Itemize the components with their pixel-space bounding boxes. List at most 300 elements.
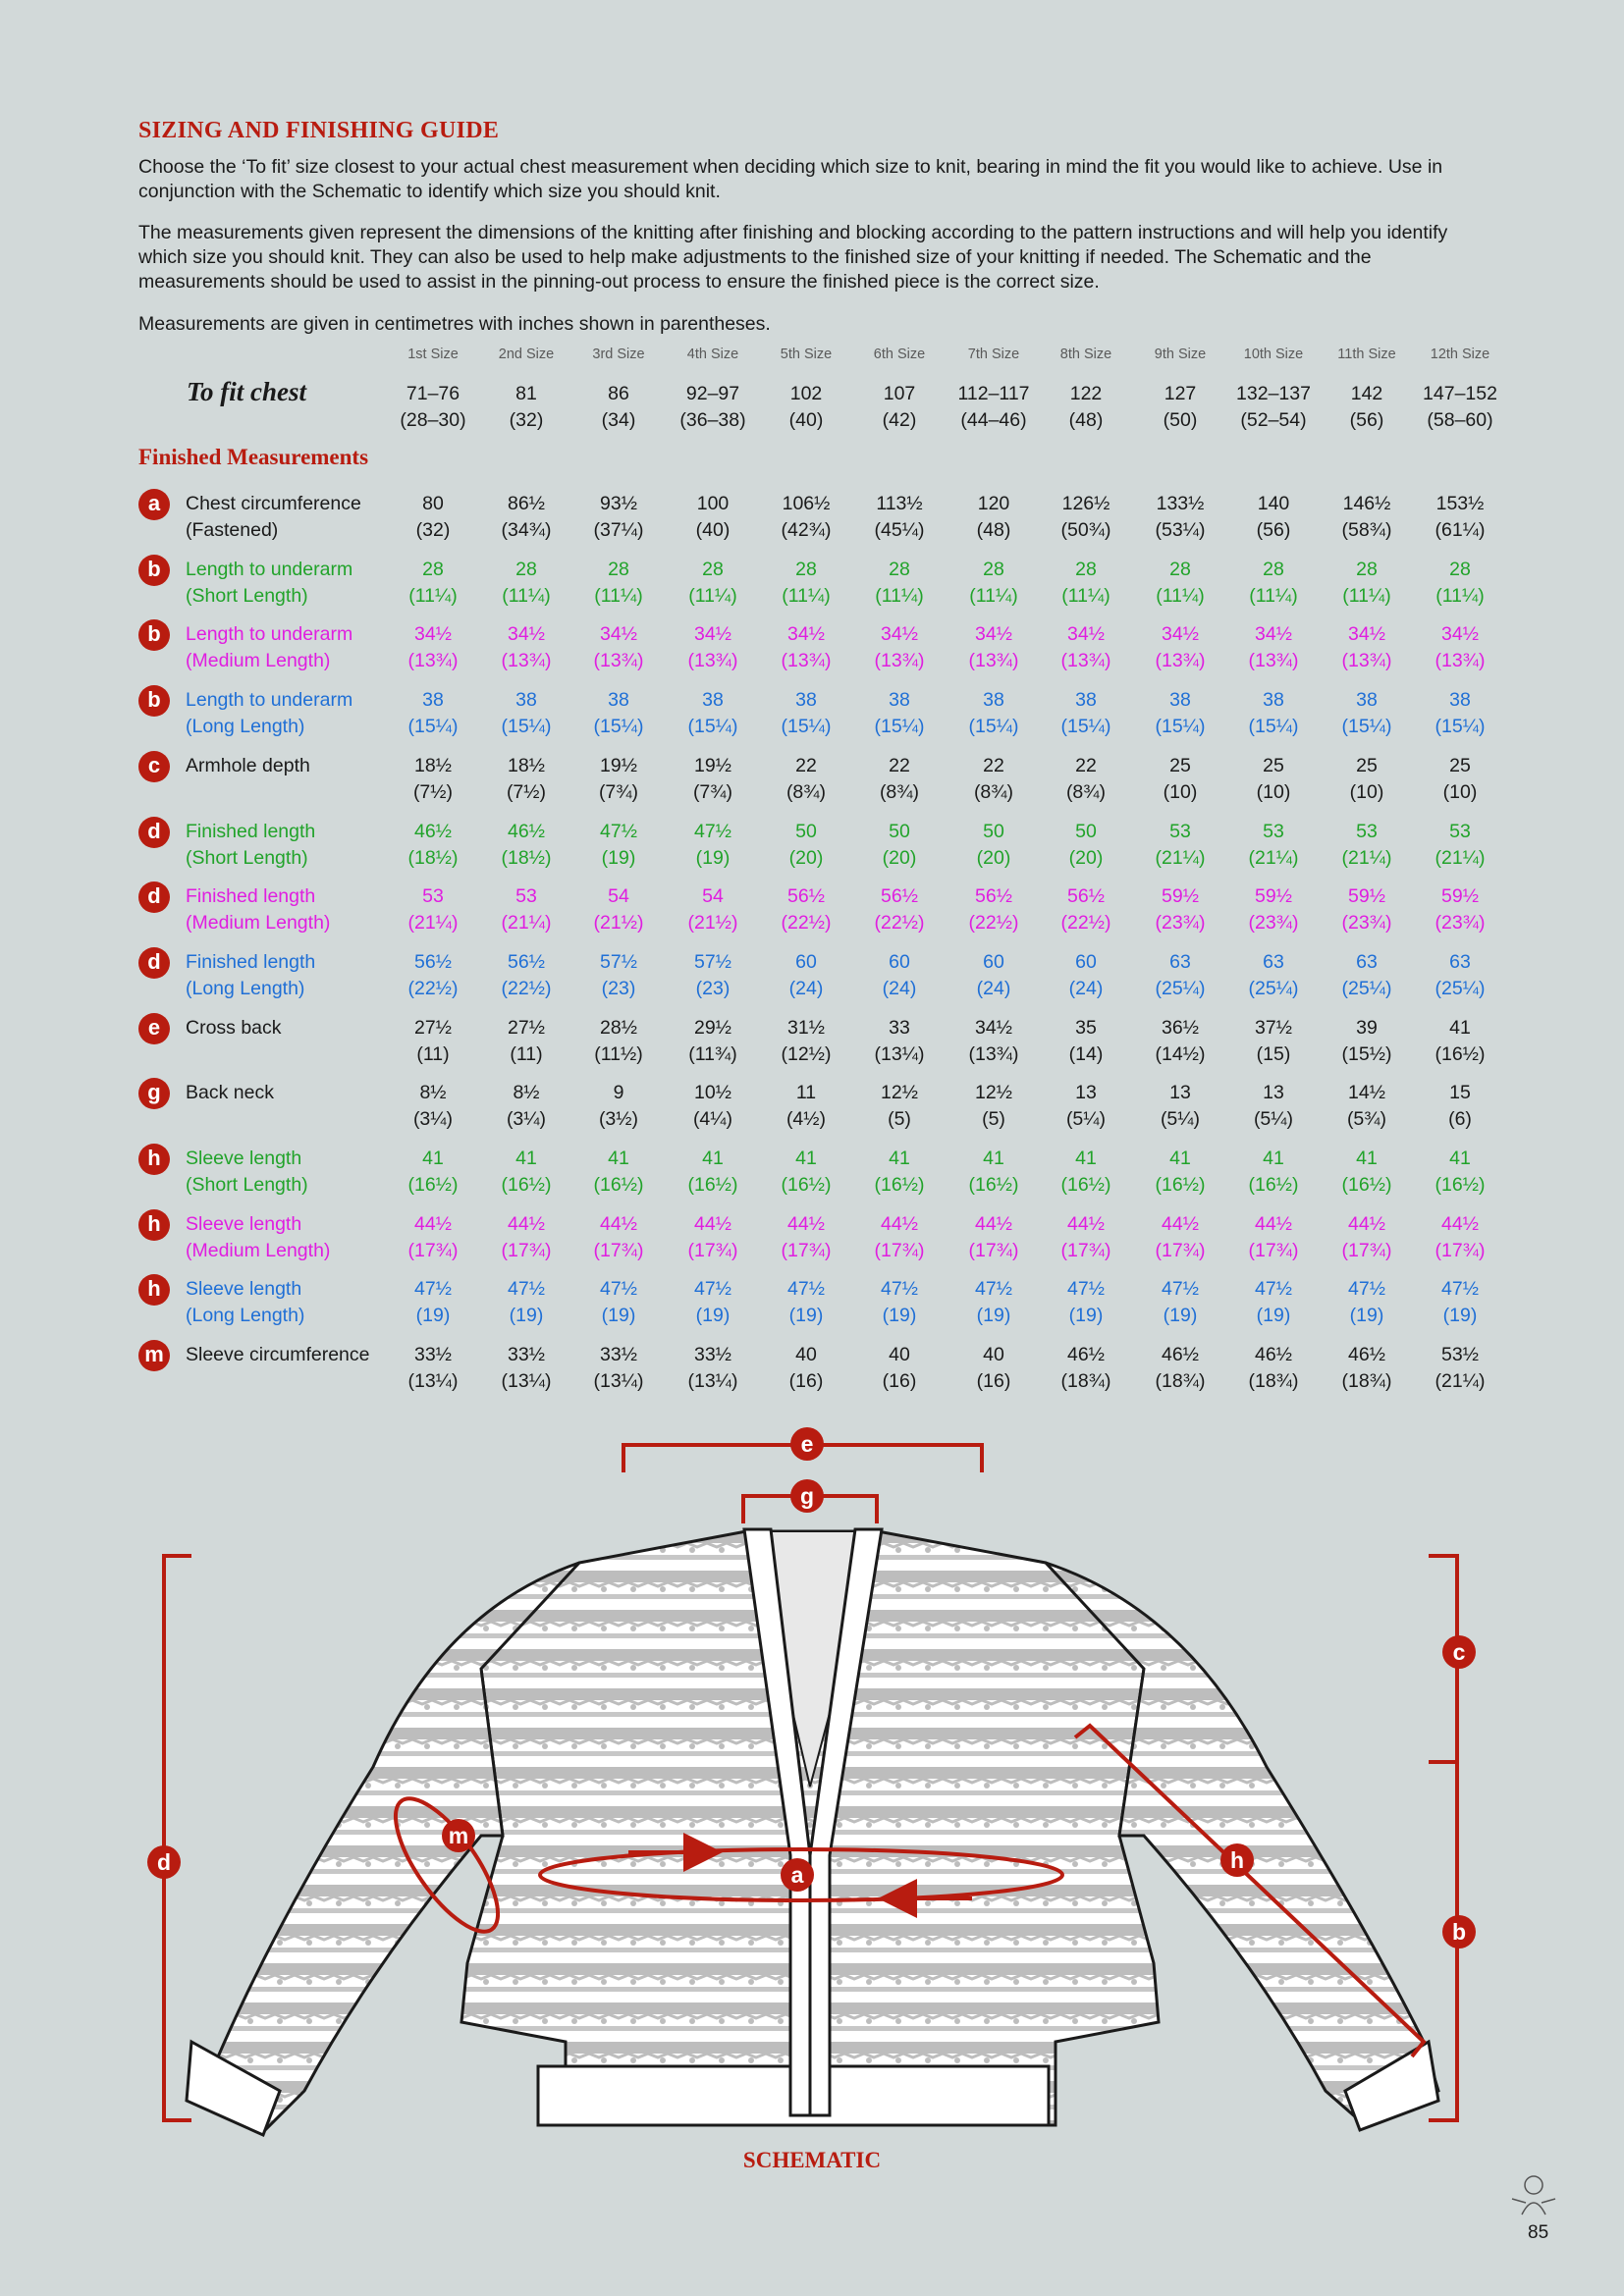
- armhole-and-underarm-measure: [1429, 1556, 1476, 2120]
- measure-in: (11¼): [594, 584, 643, 607]
- measure-cm: 25: [1169, 754, 1191, 776]
- measure-in: (17¾): [407, 1239, 459, 1261]
- measure-cm: 47½: [508, 1278, 545, 1301]
- measure-in: (11¼): [1249, 584, 1298, 607]
- measure-in: (13¾): [1341, 650, 1392, 672]
- measure-in: (24): [788, 977, 824, 999]
- measure-cm: 63: [1449, 950, 1471, 973]
- measure-cm: 113½: [876, 493, 923, 514]
- measure-in: (4½): [785, 1108, 827, 1131]
- measure-in: (16½): [781, 1174, 832, 1196]
- measure-cm: 8½: [513, 1082, 540, 1104]
- measure-cm: 41: [608, 1148, 629, 1169]
- measure-cm: 34½: [975, 1016, 1012, 1039]
- measure-cell: [379, 819, 487, 872]
- measure-in: (22½): [407, 977, 459, 999]
- measure-cm: 14½: [1348, 1082, 1385, 1104]
- measure-cell: [845, 687, 953, 740]
- measure-in: (19): [1256, 1305, 1291, 1327]
- measure-in: (18½): [501, 846, 552, 869]
- measure-letter-badge: d: [138, 881, 170, 913]
- schematic-caption: SCHEMATIC: [742, 2148, 882, 2172]
- measure-cm: 33½: [600, 1344, 637, 1366]
- measure-in: (19): [509, 1305, 544, 1327]
- measure-cm: 38: [1075, 689, 1097, 712]
- page-number: 85: [1528, 2222, 1549, 2243]
- measure-cm: 25: [1263, 754, 1284, 776]
- measure-cell: [752, 621, 860, 674]
- measure-cell: [1126, 1146, 1234, 1199]
- measure-label: [186, 1080, 411, 1106]
- measure-label: [186, 753, 411, 779]
- measure-cm: 27½: [414, 1016, 452, 1039]
- measure-cm: 44½: [600, 1212, 637, 1235]
- measure-cm: 46½: [1255, 1344, 1292, 1366]
- measure-letter-badge: b: [138, 685, 170, 717]
- measure-cell: [1406, 557, 1514, 610]
- size-header: 7th Size: [967, 347, 1020, 362]
- measure-cell: [1313, 819, 1421, 872]
- measure-cm: 41: [983, 1148, 1004, 1169]
- measure-cm: 140: [1257, 493, 1290, 514]
- measure-cell: [379, 687, 487, 740]
- measure-cell: [1126, 819, 1234, 872]
- measure-cell: [1219, 883, 1327, 936]
- measure-in: (5): [982, 1108, 1005, 1131]
- measure-cm: 34½: [1162, 623, 1199, 646]
- to-fit-in: (42): [882, 409, 917, 431]
- measure-cell: [1126, 753, 1234, 806]
- finished-length-measure: [147, 1556, 191, 2120]
- measure-in: (16½): [501, 1174, 552, 1196]
- measure-cell: [659, 557, 767, 610]
- measure-in: (7¾): [598, 780, 639, 803]
- measure-label-line1: Armhole depth: [186, 754, 310, 776]
- measure-in: (15¼): [593, 716, 644, 738]
- measure-cell: [659, 1276, 767, 1329]
- measure-in: (24): [882, 977, 917, 999]
- measure-cell: [1406, 687, 1514, 740]
- measure-cm: 28: [422, 558, 444, 580]
- measure-cell: [565, 621, 673, 674]
- measure-cell: [1032, 557, 1140, 610]
- measure-cm: 18½: [508, 754, 545, 776]
- measure-label-line2: (Medium Length): [186, 912, 331, 934]
- measure-cm: 50: [1075, 820, 1097, 842]
- measure-in: (18¾): [1060, 1370, 1111, 1393]
- measure-letter-badge: a: [138, 489, 170, 520]
- measure-in: (11¼): [408, 584, 458, 607]
- measure-in: (17¾): [687, 1239, 738, 1261]
- measure-in: (19): [976, 1305, 1011, 1327]
- measure-cm: 57½: [694, 950, 731, 973]
- measure-cm: 100: [696, 493, 730, 514]
- measure-cell: [752, 883, 860, 936]
- measure-in: (19): [788, 1305, 824, 1327]
- measure-label-line2: (Medium Length): [186, 1239, 331, 1261]
- measure-cm: 12½: [975, 1082, 1012, 1104]
- measure-cm: 28: [608, 558, 629, 580]
- measure-cm: 22: [889, 754, 910, 776]
- measure-cell: [1126, 949, 1234, 1002]
- measure-cm: 146½: [1342, 493, 1391, 514]
- measure-letter-badge: e: [138, 1013, 170, 1044]
- measure-in: (16½): [1435, 1042, 1486, 1065]
- marker-m: m: [448, 1823, 469, 1848]
- measure-label: [186, 883, 411, 936]
- measure-in: (16½): [1341, 1174, 1392, 1196]
- measure-in: (21¼): [1435, 1370, 1486, 1393]
- measure-letter-badge: g: [138, 1078, 170, 1109]
- measure-cell: [1313, 1276, 1421, 1329]
- measure-label: [186, 1015, 411, 1041]
- measure-in: (5¼): [1065, 1108, 1107, 1131]
- measure-cm: 40: [889, 1344, 910, 1366]
- measure-in: (21½): [593, 912, 644, 934]
- measure-in: (18½): [407, 846, 459, 869]
- measure-cell: [659, 753, 767, 806]
- measure-cm: 38: [422, 689, 444, 712]
- measure-cell: [1126, 687, 1234, 740]
- measure-cell: [565, 819, 673, 872]
- measure-cm: 41: [702, 1148, 724, 1169]
- to-fit-cm: 92–97: [685, 383, 740, 404]
- measure-cell: [565, 491, 673, 544]
- measure-cell: [1219, 557, 1327, 610]
- measure-cell: [565, 1146, 673, 1199]
- measure-cell: [1313, 621, 1421, 674]
- measure-in: (23): [695, 977, 731, 999]
- measure-cm: 47½: [1067, 1278, 1105, 1301]
- measure-cm: 44½: [508, 1212, 545, 1235]
- measure-in: (21¼): [1155, 846, 1206, 869]
- to-fit-cm: 127: [1164, 383, 1197, 404]
- measure-cell: [1406, 491, 1514, 544]
- measure-cm: 38: [889, 689, 910, 712]
- measure-in: (19): [1442, 1305, 1478, 1327]
- measure-letter-badge: d: [138, 817, 170, 848]
- measure-cm: 44½: [1441, 1212, 1479, 1235]
- measure-cm: 41: [1449, 1148, 1471, 1169]
- size-header: 1st Size: [407, 347, 459, 362]
- measure-in: (10): [1349, 780, 1384, 803]
- measure-in: (7¾): [692, 780, 733, 803]
- measure-in: (53¼): [1155, 519, 1206, 541]
- measure-cm: 106½: [782, 493, 831, 514]
- to-fit-value: [565, 381, 673, 434]
- measure-cell: [379, 949, 487, 1002]
- measure-cell: [1219, 1211, 1327, 1264]
- measure-cm: 40: [795, 1344, 817, 1366]
- measure-in: (13¾): [781, 650, 832, 672]
- measure-in: (11¼): [1342, 584, 1391, 607]
- measure-in: (5¼): [1160, 1108, 1201, 1131]
- measure-in: (8¾): [879, 780, 920, 803]
- measure-in: (16): [976, 1370, 1011, 1393]
- measure-in: (15¼): [501, 716, 552, 738]
- measure-cm: 41: [1449, 1016, 1471, 1039]
- measure-cm: 18½: [414, 754, 452, 776]
- measure-cell: [1032, 1211, 1140, 1264]
- measure-cm: 12½: [881, 1082, 918, 1104]
- measure-in: (13¾): [501, 650, 552, 672]
- measure-cell: [565, 687, 673, 740]
- measure-cell: [379, 1015, 487, 1068]
- measure-cell: [379, 621, 487, 674]
- measure-cell: [1219, 1342, 1327, 1395]
- measure-in: (13¼): [501, 1370, 552, 1393]
- measure-label-line1: Sleeve length: [186, 1148, 302, 1169]
- measure-in: (58¾): [1341, 519, 1392, 541]
- measure-cm: 60: [795, 950, 817, 973]
- measure-cell: [752, 819, 860, 872]
- measure-label-line1: Cross back: [186, 1016, 282, 1039]
- measure-in: (19): [415, 1305, 451, 1327]
- measure-cm: 33½: [694, 1344, 731, 1366]
- measure-cm: 41: [1075, 1148, 1097, 1169]
- measure-in: (13¼): [687, 1370, 738, 1393]
- measure-label: [186, 687, 411, 740]
- measure-cm: 40: [983, 1344, 1004, 1366]
- back-neck-measure: [743, 1479, 877, 1523]
- measure-label-line2: (Long Length): [186, 716, 305, 738]
- measure-cell: [752, 1146, 860, 1199]
- measure-cell: [379, 883, 487, 936]
- measure-cell: [1219, 753, 1327, 806]
- measure-cm: 47½: [1162, 1278, 1199, 1301]
- measure-in: (13¾): [968, 1042, 1019, 1065]
- measure-label-line1: Length to underarm: [186, 623, 353, 646]
- measure-in: (23¾): [1155, 912, 1206, 934]
- measure-in: (16½): [1060, 1174, 1111, 1196]
- measure-cell: [1406, 621, 1514, 674]
- measure-in: (42¾): [781, 519, 832, 541]
- measure-cm: 46½: [508, 820, 545, 842]
- size-header: 11th Size: [1337, 347, 1396, 362]
- measure-cm: 39: [1356, 1016, 1378, 1039]
- measure-in: (14): [1068, 1042, 1104, 1065]
- measure-cm: 38: [1449, 689, 1471, 712]
- measure-cell: [379, 1211, 487, 1264]
- measure-cell: [1032, 1276, 1140, 1329]
- measure-cm: 28: [1356, 558, 1378, 580]
- measure-cell: [565, 949, 673, 1002]
- to-fit-cm: 147–152: [1423, 383, 1497, 404]
- measure-cm: 38: [702, 689, 724, 712]
- measure-cm: 44½: [414, 1212, 452, 1235]
- measure-in: (13¾): [1155, 650, 1206, 672]
- measure-cell: [752, 491, 860, 544]
- measure-in: (15¼): [874, 716, 925, 738]
- measure-cm: 9: [613, 1082, 624, 1104]
- measure-cell: [845, 1080, 953, 1133]
- measure-in: (16½): [1248, 1174, 1299, 1196]
- measure-cm: 33: [889, 1016, 910, 1039]
- measure-cm: 57½: [600, 950, 637, 973]
- measure-cell: [1219, 687, 1327, 740]
- measure-cell: [845, 753, 953, 806]
- measure-cm: 34½: [1255, 623, 1292, 646]
- to-fit-value: [1313, 381, 1421, 434]
- measure-cell: [1219, 819, 1327, 872]
- measure-cell: [752, 1080, 860, 1133]
- measure-cell: [659, 1146, 767, 1199]
- measure-cell: [1313, 1146, 1421, 1199]
- measure-in: (5¾): [1346, 1108, 1387, 1131]
- measure-in: (23¾): [1435, 912, 1486, 934]
- measure-cm: 47½: [1255, 1278, 1292, 1301]
- measure-cm: 28: [1169, 558, 1191, 580]
- measure-in: (20): [882, 846, 917, 869]
- measure-cm: 35: [1075, 1016, 1097, 1039]
- measure-cm: 38: [1263, 689, 1284, 712]
- measure-cell: [379, 1342, 487, 1395]
- measure-in: (11¼): [875, 584, 924, 607]
- to-fit-cm: 142: [1350, 383, 1383, 404]
- measure-in: (13¾): [874, 650, 925, 672]
- measure-cm: 44½: [881, 1212, 918, 1235]
- measure-cm: 53: [1263, 820, 1284, 842]
- measure-in: (24): [1068, 977, 1104, 999]
- measure-cell: [1313, 949, 1421, 1002]
- measure-in: (5): [888, 1108, 911, 1131]
- measure-in: (25¼): [1435, 977, 1486, 999]
- measure-in: (4¼): [692, 1108, 733, 1131]
- measure-cm: 44½: [1067, 1212, 1105, 1235]
- to-fit-value: [659, 381, 767, 434]
- measure-in: (21¼): [407, 912, 459, 934]
- measure-cell: [1219, 491, 1327, 544]
- measure-cell: [752, 949, 860, 1002]
- measure-cm: 54: [702, 885, 724, 908]
- measure-cell: [565, 1211, 673, 1264]
- measure-cell: [379, 557, 487, 610]
- measure-cm: 33½: [414, 1344, 452, 1366]
- measure-cm: 41: [515, 1148, 537, 1169]
- measure-label: [186, 1342, 411, 1368]
- measure-in: (17¾): [874, 1239, 925, 1261]
- measure-in: (11¼): [1435, 584, 1485, 607]
- measure-cell: [1406, 1276, 1514, 1329]
- size-header: 3rd Size: [592, 347, 645, 362]
- measure-cm: 41: [1263, 1148, 1284, 1169]
- measure-in: (16): [788, 1370, 824, 1393]
- measure-cell: [1313, 883, 1421, 936]
- measure-cm: 29½: [694, 1016, 731, 1039]
- measure-cell: [1032, 949, 1140, 1002]
- measure-cell: [752, 1015, 860, 1068]
- measure-cm: 63: [1169, 950, 1191, 973]
- marker-g: g: [799, 1483, 815, 1509]
- measure-cm: 120: [977, 493, 1010, 514]
- measure-cell: [845, 491, 953, 544]
- measure-cm: 28½: [600, 1016, 637, 1039]
- measure-cell: [659, 621, 767, 674]
- measure-in: (20): [1068, 846, 1104, 869]
- measure-cell: [565, 883, 673, 936]
- measure-cell: [1313, 1015, 1421, 1068]
- measure-cm: 56½: [787, 885, 825, 908]
- measure-in: (8¾): [973, 780, 1014, 803]
- measure-in: (18¾): [1248, 1370, 1299, 1393]
- measure-cm: 33½: [508, 1344, 545, 1366]
- measure-cm: 47½: [414, 1278, 452, 1301]
- measure-in: (17¾): [968, 1239, 1019, 1261]
- measure-cm: 80: [422, 493, 444, 514]
- measure-cell: [845, 1015, 953, 1068]
- measure-label-line2: (Long Length): [186, 1305, 305, 1327]
- measure-in: (15¼): [1155, 716, 1206, 738]
- measure-in: (16½): [687, 1174, 738, 1196]
- measure-cm: 53: [515, 885, 537, 908]
- measure-in: (13¼): [407, 1370, 459, 1393]
- measure-cell: [659, 1342, 767, 1395]
- measure-cm: 47½: [1441, 1278, 1479, 1301]
- measure-cm: 10½: [694, 1082, 731, 1104]
- measure-in: (13¾): [593, 650, 644, 672]
- measure-cm: 34½: [975, 623, 1012, 646]
- measure-label-line2: (Short Length): [186, 846, 308, 869]
- measure-cm: 47½: [694, 1278, 731, 1301]
- measure-cell: [1313, 1342, 1421, 1395]
- measure-cell: [565, 1015, 673, 1068]
- measure-cm: 63: [1263, 950, 1284, 973]
- measure-in: (37¼): [593, 519, 644, 541]
- measure-cm: 56½: [508, 950, 545, 973]
- measure-cm: 59½: [1162, 885, 1199, 908]
- measure-in: (23¾): [1248, 912, 1299, 934]
- measure-in: (15¼): [1435, 716, 1486, 738]
- measure-in: (25¼): [1341, 977, 1392, 999]
- to-fit-in: (56): [1349, 409, 1384, 431]
- measure-cm: 44½: [694, 1212, 731, 1235]
- measure-cell: [1126, 1080, 1234, 1133]
- measure-label-line1: Sleeve circumference: [186, 1344, 370, 1366]
- measure-in: (34¾): [501, 519, 552, 541]
- measure-in: (11¼): [1156, 584, 1205, 607]
- measure-in: (7½): [506, 780, 547, 803]
- measure-cm: 34½: [694, 623, 731, 646]
- measure-in: (15): [1256, 1042, 1291, 1065]
- measure-in: (15¼): [1248, 716, 1299, 738]
- measure-cm: 38: [515, 689, 537, 712]
- to-fit-value: [1406, 381, 1514, 434]
- marker-c: c: [1452, 1639, 1466, 1665]
- measure-cell: [565, 753, 673, 806]
- measure-cell: [1032, 819, 1140, 872]
- measure-cell: [1032, 1146, 1140, 1199]
- to-fit-value: [1032, 381, 1140, 434]
- measure-in: (16½): [874, 1174, 925, 1196]
- measure-cell: [752, 687, 860, 740]
- measure-cm: 47½: [975, 1278, 1012, 1301]
- measure-letter-badge: m: [138, 1340, 170, 1371]
- schematic-diagram: [0, 1414, 1624, 2140]
- measure-in: (16½): [407, 1174, 459, 1196]
- marker-d: d: [156, 1849, 172, 1875]
- measure-in: (15¼): [1060, 716, 1111, 738]
- measure-cm: 53: [1449, 820, 1471, 842]
- measure-cell: [659, 1211, 767, 1264]
- measure-label-line1: Finished length: [186, 885, 316, 908]
- measure-cell: [752, 1276, 860, 1329]
- measure-in: (45¼): [874, 519, 925, 541]
- measure-in: (19): [601, 1305, 636, 1327]
- measure-cm: 38: [1169, 689, 1191, 712]
- measure-in: (23): [601, 977, 636, 999]
- measure-cm: 13: [1169, 1082, 1191, 1104]
- measure-cell: [659, 883, 767, 936]
